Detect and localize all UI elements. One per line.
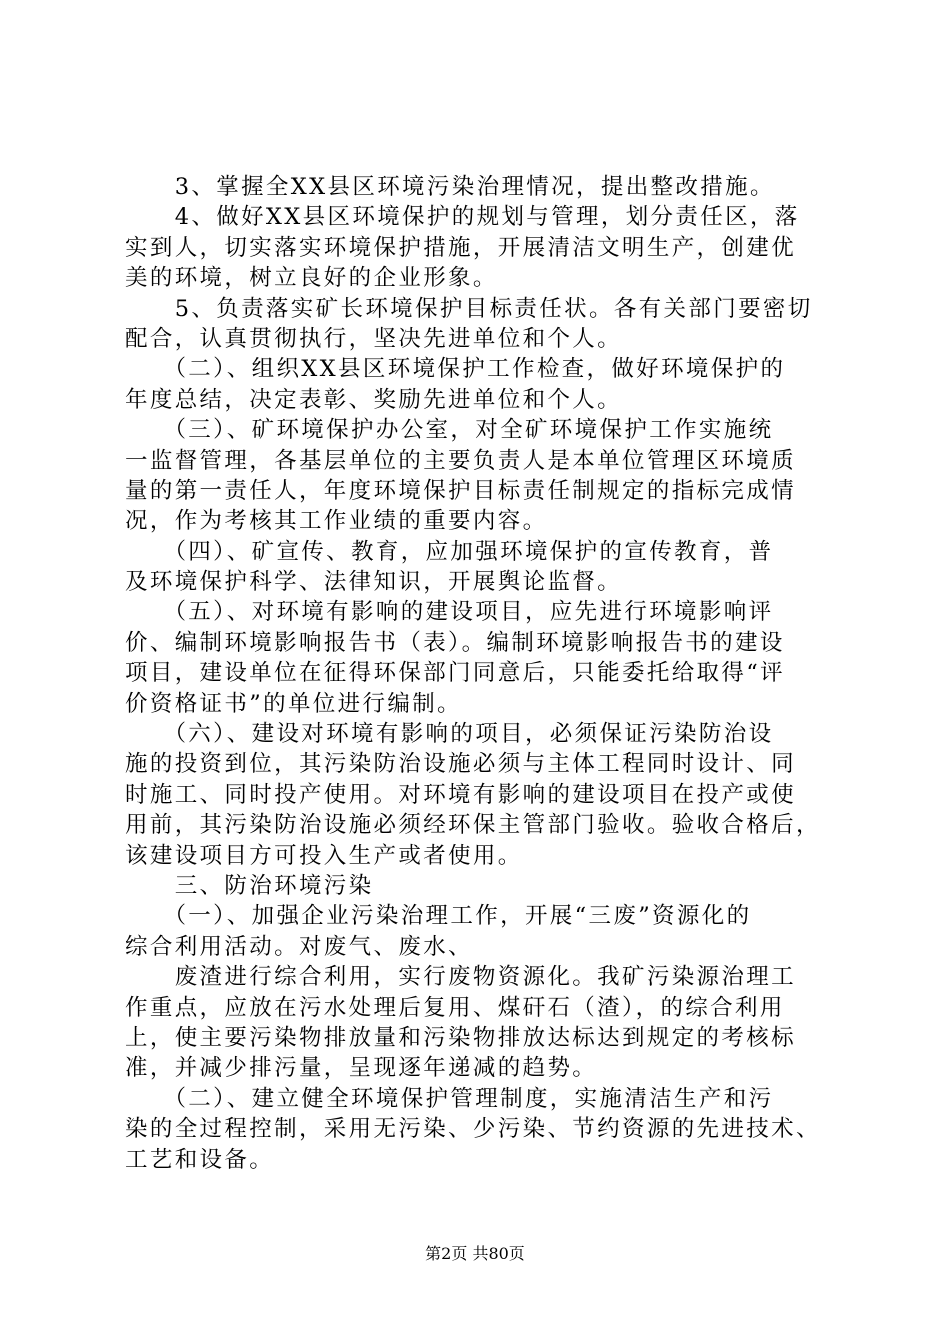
text-line: 该建设项目方可投入生产或者使用。 [125,842,523,869]
text-line: 量的第一责任人，年度环境保护目标责任制规定的指标完成情 [125,477,796,504]
text-line: （二）、建立健全环境保护管理制度，实施清洁生产和污 [125,1085,774,1112]
text-line: 用前，其污染防治设施必须经环保主管部门验收。验收合格后， [125,812,821,839]
text-line: 价资格证书”的单位进行编制。 [125,690,462,717]
text-line: 实到人，切实落实环境保护措施，开展清洁文明生产，创建优 [125,234,796,261]
page-footer: 第2页 共80页 [425,1244,525,1263]
text-line: 上，使主要污染物排放量和污染物排放达标达到规定的考核标 [125,1024,796,1051]
text-line: 5、负责落实矿长环境保护目标责任状。各有关部门要密切 [125,295,813,322]
text-line: 况，作为考核其工作业绩的重要内容。 [125,508,548,535]
text-line: 价、编制环境影响报告书（表）。编制环境影响报告书的建设 [125,629,785,656]
text-line: （二）、组织XX县区环境保护工作检查，做好环境保护的 [125,356,786,383]
text-line: （六）、建设对环境有影响的项目，必须保证污染防治设 [125,721,774,748]
text-line: （五）、对环境有影响的建设项目，应先进行环境影响评 [125,599,774,626]
text-line: 准，并减少排污量，呈现逐年递减的趋势。 [125,1055,598,1082]
text-line: 配合，认真贯彻执行，坚决先进单位和个人。 [125,325,623,352]
text-line: （一）、加强企业污染治理工作，开展“三废”资源化的 [125,903,752,930]
text-line: （四）、矿宣传、教育，应加强环境保护的宣传教育，普 [125,538,774,565]
text-line: 及环境保护科学、法律知识，开展舆论监督。 [125,569,623,596]
text-line: 年度总结，决定表彰、奖励先进单位和个人。 [125,386,623,413]
document-body [125,172,840,1175]
text-line: 染的全过程控制，采用无污染、少污染、节约资源的先进技术、 [125,1116,821,1143]
text-line: 美的环境，树立良好的企业形象。 [125,265,498,292]
text-line: （三）、矿环境保护办公室，对全矿环境保护工作实施统 [125,417,774,444]
text-line: 4、做好XX县区环境保护的规划与管理，划分责任区，落 [125,204,800,231]
text-line: 作重点，应放在污水处理后复用、煤矸石（渣），的综合利用 [125,994,785,1021]
text-line: 时施工、同时投产使用。对环境有影响的建设项目在投产或使 [125,781,796,808]
text-line: 项目，建设单位在征得环保部门同意后，只能委托给取得“评 [125,660,785,687]
text-line: 施的投资到位，其污染防治设施必须与主体工程同时设计、同 [125,751,796,778]
text-line: 废渣进行综合利用，实行废物资源化。我矿污染源治理工 [125,964,796,991]
text-line: 三、防治环境污染 [125,872,374,899]
text-line: 综合利用活动。对废气、废水、 [125,933,473,960]
text-line: 3、掌握全XX县区环境污染治理情况，提出整改措施。 [125,174,775,200]
text-line: 一监督管理，各基层单位的主要负责人是本单位管理区环境质 [125,447,796,474]
text-line: 工艺和设备。 [125,1146,275,1173]
